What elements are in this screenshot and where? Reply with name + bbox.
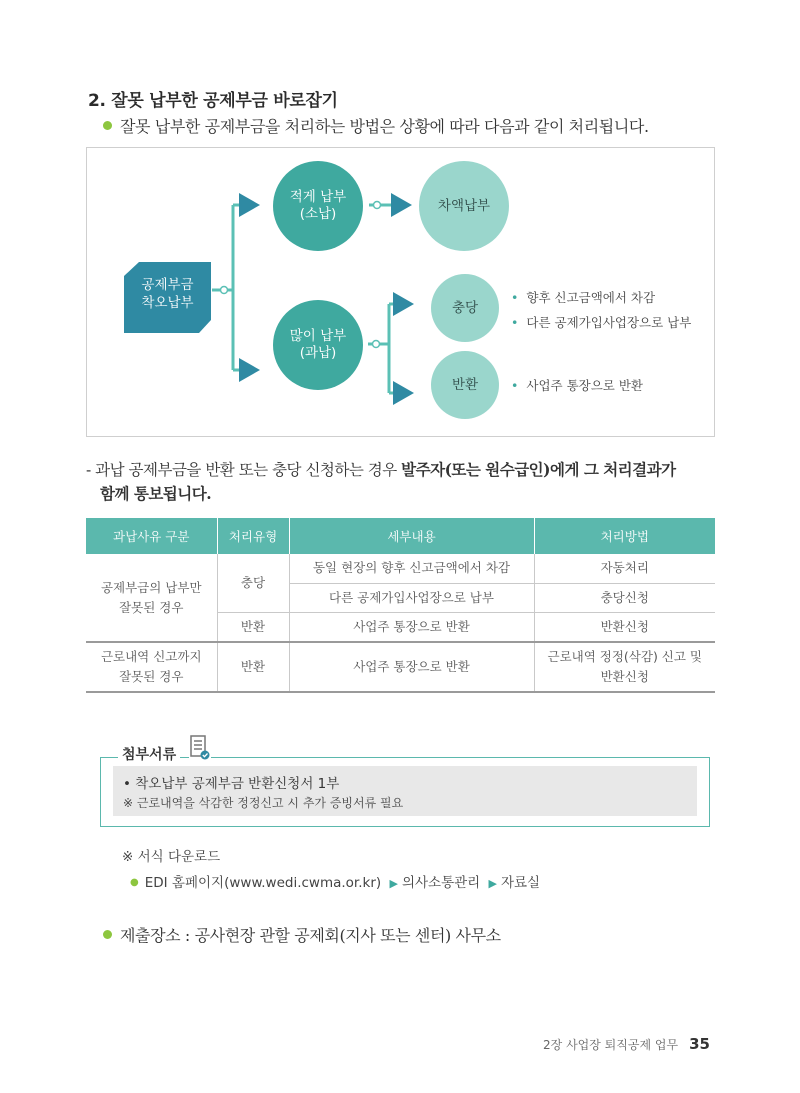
over-circle bbox=[273, 300, 363, 390]
over-line1: 많이 납부 bbox=[289, 328, 347, 344]
type-cell-refund: 반환 bbox=[217, 642, 289, 692]
submit-line bbox=[103, 923, 501, 946]
refund-note-1: • 사업주 통장으로 반환 bbox=[511, 378, 643, 393]
intro-text: 잘못 납부한 공제부금을 처리하는 방법은 상황에 따라 다음과 같이 처리됩니다. bbox=[120, 117, 649, 136]
header-detail: 세부내용 bbox=[289, 518, 534, 554]
notice-paragraph bbox=[86, 458, 726, 506]
table-header-row bbox=[86, 518, 715, 554]
header-reason: 과납사유 구분 bbox=[86, 518, 217, 554]
method-cell: 자동처리 bbox=[534, 554, 715, 583]
notice-bold-2: 함께 통보됩니다. bbox=[100, 484, 212, 503]
header-type: 처리유형 bbox=[217, 518, 289, 554]
footer-chapter: 2장 사업장 퇴직공제 업무 bbox=[543, 1038, 679, 1052]
reason-cell-2: 근로내역 신고까지 잘못된 경우 bbox=[86, 642, 217, 692]
notice-bold-1: 발주자(또는 원수급인)에게 그 처리결과가 bbox=[401, 460, 676, 479]
attachment-note: ※ 근로내역을 삭감한 정정신고 시 추가 증빙서류 필요 bbox=[123, 796, 404, 810]
type-cell-refund: 반환 bbox=[217, 612, 289, 642]
attachment-content bbox=[113, 766, 697, 816]
under-line1: 적게 납부 bbox=[289, 189, 347, 205]
download-site: EDI 홈페이지(www.wedi.cwma.or.kr) bbox=[144, 875, 382, 891]
type-cell-offset: 충당 bbox=[217, 554, 289, 612]
arrow-right-icon: ▶ bbox=[488, 877, 497, 890]
notice-prefix: - 과납 공제부금을 반환 또는 충당 신청하는 경우 bbox=[86, 461, 402, 479]
table-row bbox=[86, 554, 715, 583]
download-menu-1: 의사소통관리 bbox=[401, 875, 481, 891]
under-circle bbox=[273, 161, 363, 251]
refund-label: 반환 bbox=[451, 376, 479, 393]
offset-note-1: • 향후 신고금액에서 차감 bbox=[511, 290, 656, 305]
refund-circle bbox=[431, 351, 499, 419]
attachment-title: 첨부서류 bbox=[118, 744, 180, 764]
attachment-item: • 착오납부 공제부금 반환신청서 1부 bbox=[123, 776, 340, 792]
diff-payment-circle bbox=[419, 161, 509, 251]
root-label-line2: 착오납부 bbox=[141, 295, 194, 311]
download-path bbox=[130, 871, 540, 891]
table-row bbox=[86, 642, 715, 692]
document-icon bbox=[189, 735, 211, 761]
offset-note-2: • 다른 공제가입사업장으로 납부 bbox=[511, 315, 692, 330]
root-label-line1: 공제부금 bbox=[141, 277, 194, 293]
root-label bbox=[124, 276, 211, 312]
method-cell: 반환신청 bbox=[534, 612, 715, 642]
method-cell: 충당신청 bbox=[534, 583, 715, 612]
header-method: 처리방법 bbox=[534, 518, 715, 554]
over-line2: (과납) bbox=[299, 345, 337, 361]
overpayment-table bbox=[86, 518, 715, 693]
flow-diagram bbox=[86, 147, 715, 437]
download-menu-2: 자료실 bbox=[500, 875, 541, 891]
small-bullet-icon: ● bbox=[130, 877, 139, 888]
download-title: ※ 서식 다운로드 bbox=[122, 849, 221, 865]
under-line2: (소납) bbox=[299, 206, 337, 222]
page-number: 35 bbox=[689, 1035, 710, 1053]
detail-cell: 다른 공제가입사업장으로 납부 bbox=[289, 583, 534, 612]
detail-cell: 사업주 통장으로 반환 bbox=[289, 612, 534, 642]
bullet-dot-icon bbox=[103, 930, 112, 939]
submit-text: 제출장소 : 공사현장 관할 공제회(지사 또는 센터) 사무소 bbox=[120, 926, 501, 945]
attachment-box bbox=[100, 757, 710, 827]
detail-cell: 동일 현장의 향후 신고금액에서 차감 bbox=[289, 554, 534, 583]
arrow-right-icon: ▶ bbox=[389, 877, 398, 890]
diff-payment-label: 차액납부 bbox=[437, 197, 491, 214]
method-cell: 근로내역 정정(삭감) 신고 및 반환신청 bbox=[534, 642, 715, 692]
bullet-dot-icon bbox=[103, 121, 112, 130]
offset-label: 충당 bbox=[451, 299, 479, 316]
section-title: 2. 잘못 납부한 공제부금 바로잡기 bbox=[88, 91, 338, 111]
detail-cell: 사업주 통장으로 반환 bbox=[289, 642, 534, 692]
intro-line bbox=[103, 114, 649, 137]
reason-cell-1: 공제부금의 납부만 잘못된 경우 bbox=[86, 554, 217, 642]
offset-circle bbox=[431, 274, 499, 342]
page-footer bbox=[543, 1034, 710, 1053]
